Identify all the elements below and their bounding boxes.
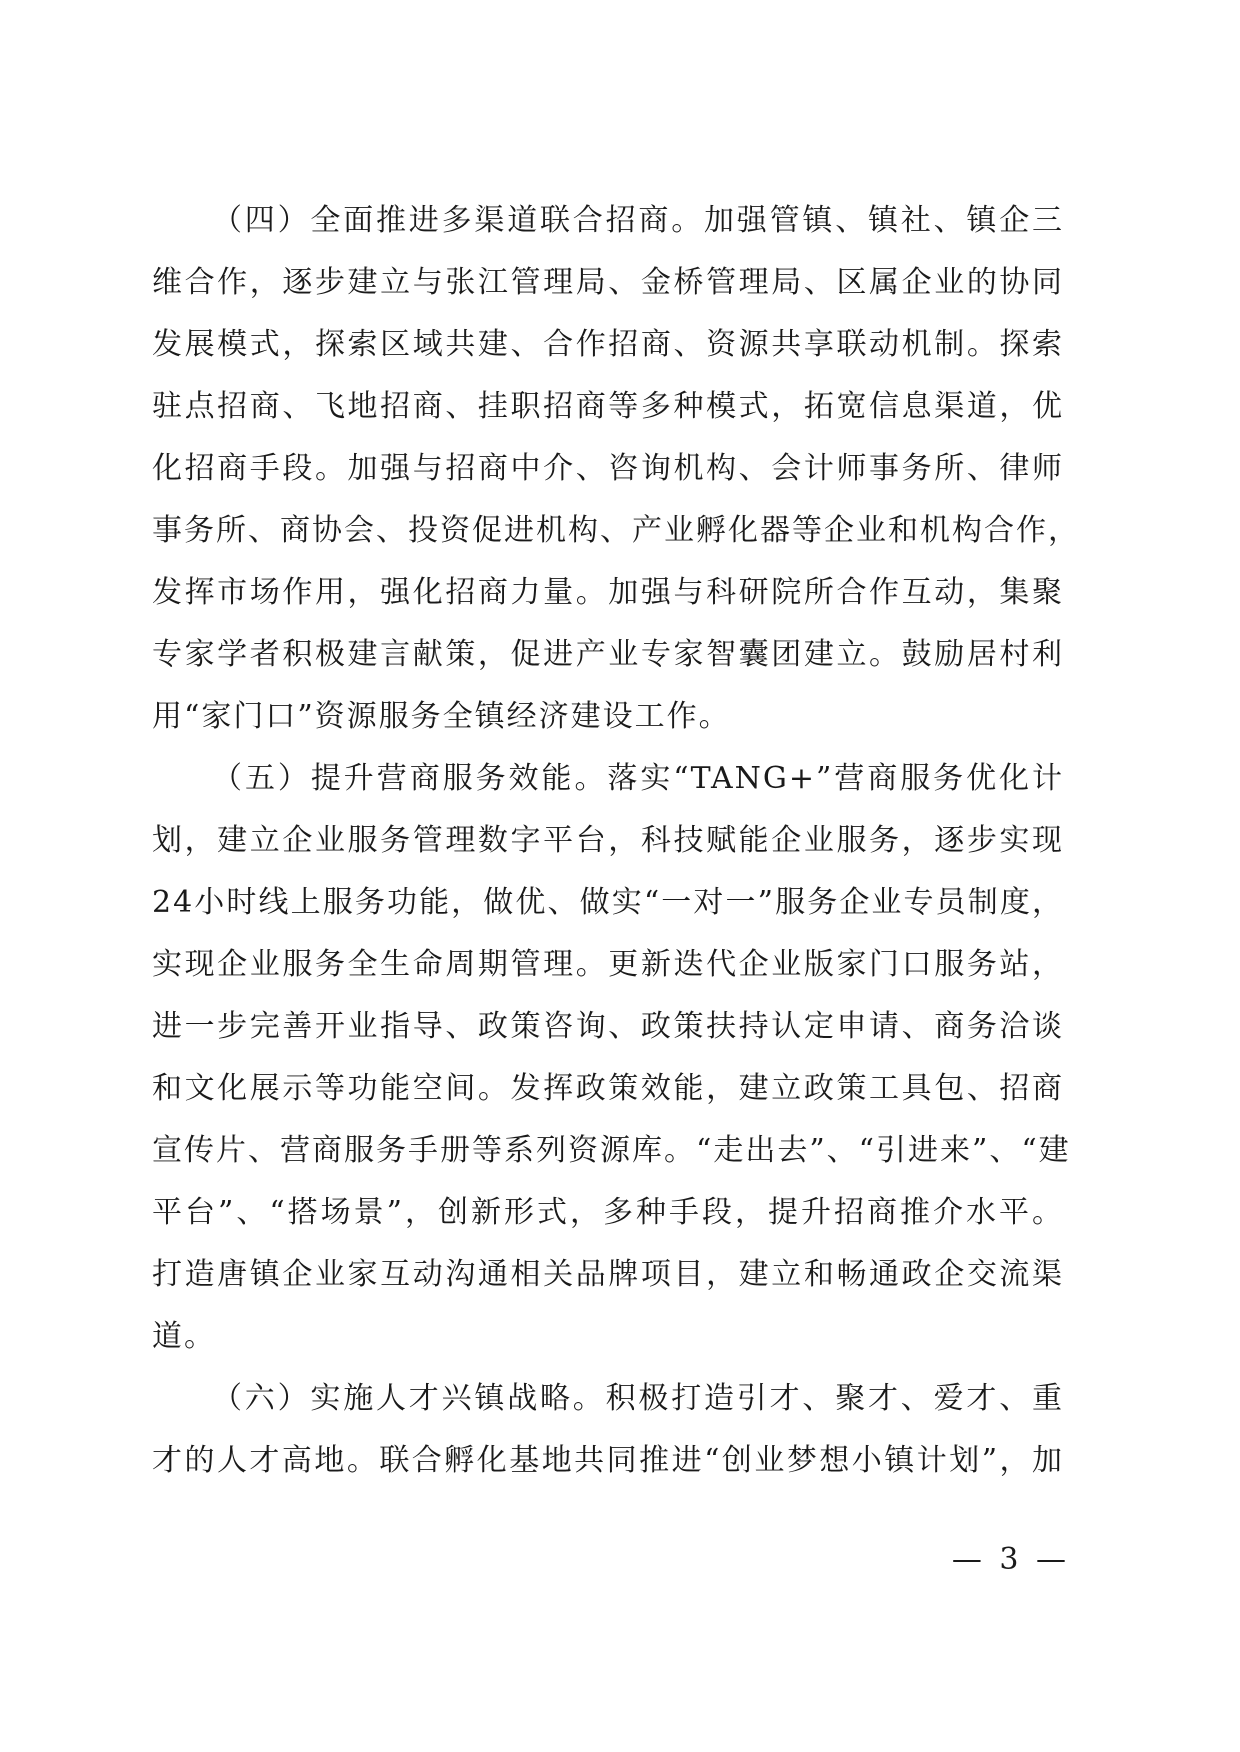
paragraph-line: 平台”、“搭场景”，创新形式，多种手段，提升招商推介水平。 — [152, 1195, 1064, 1230]
paragraph-line: 发挥市场作用，强化招商力量。加强与科研院所合作互动，集聚 — [152, 575, 1064, 610]
paragraph-line: 专家学者积极建言献策，促进产业专家智囊团建立。鼓励居村利 — [152, 637, 1064, 672]
paragraph-line: 化招商手段。加强与招商中介、咨询机构、会计师事务所、律师 — [152, 451, 1064, 486]
section-four-paragraph — [152, 190, 1080, 748]
section-six-paragraph — [152, 1368, 1064, 1492]
paragraph-line: 和文化展示等功能空间。发挥政策效能，建立政策工具包、招商 — [152, 1071, 1064, 1106]
paragraph-line: 打造唐镇企业家互动沟通相关品牌项目，建立和畅通政企交流渠 — [152, 1257, 1064, 1292]
paragraph-line: 宣传片、营商服务手册等系列资源库。“走出去”、“引进来”、“建 — [152, 1133, 1071, 1168]
paragraph-line: （五）提升营商服务效能。落实“TANG+”营商服务优化计 — [212, 761, 1064, 796]
paragraph-line: 驻点招商、飞地招商、挂职招商等多种模式，拓宽信息渠道，优 — [152, 389, 1064, 424]
paragraph-line: 事务所、商协会、投资促进机构、产业孵化器等企业和机构合作， — [152, 513, 1080, 548]
section-five-paragraph — [152, 748, 1071, 1368]
paragraph-line: 维合作，逐步建立与张江管理局、金桥管理局、区属企业的协同 — [152, 265, 1064, 300]
paragraph-line: 道。 — [152, 1319, 216, 1354]
document-body — [152, 190, 1080, 1492]
paragraph-line: 24小时线上服务功能，做优、做实“一对一”服务企业专员制度， — [152, 885, 1064, 920]
paragraph-line: 进一步完善开业指导、政策咨询、政策扶持认定申请、商务洽谈 — [152, 1009, 1064, 1044]
paragraph-line: 实现企业服务全生命周期管理。更新迭代企业版家门口服务站， — [152, 947, 1064, 982]
paragraph-line: 用“家门口”资源服务全镇经济建设工作。 — [152, 699, 731, 734]
paragraph-line: （六）实施人才兴镇战略。积极打造引才、聚才、爱才、重 — [212, 1381, 1064, 1416]
paragraph-line: 划，建立企业服务管理数字平台，科技赋能企业服务，逐步实现 — [152, 823, 1064, 858]
paragraph-line: （四）全面推进多渠道联合招商。加强管镇、镇社、镇企三 — [212, 203, 1064, 238]
paragraph-line: 发展模式，探索区域共建、合作招商、资源共享联动机制。探索 — [152, 327, 1064, 362]
paragraph-line: 才的人才高地。联合孵化基地共同推进“创业梦想小镇计划”，加 — [152, 1443, 1064, 1478]
page-number: — 3 — — [951, 1542, 1070, 1577]
